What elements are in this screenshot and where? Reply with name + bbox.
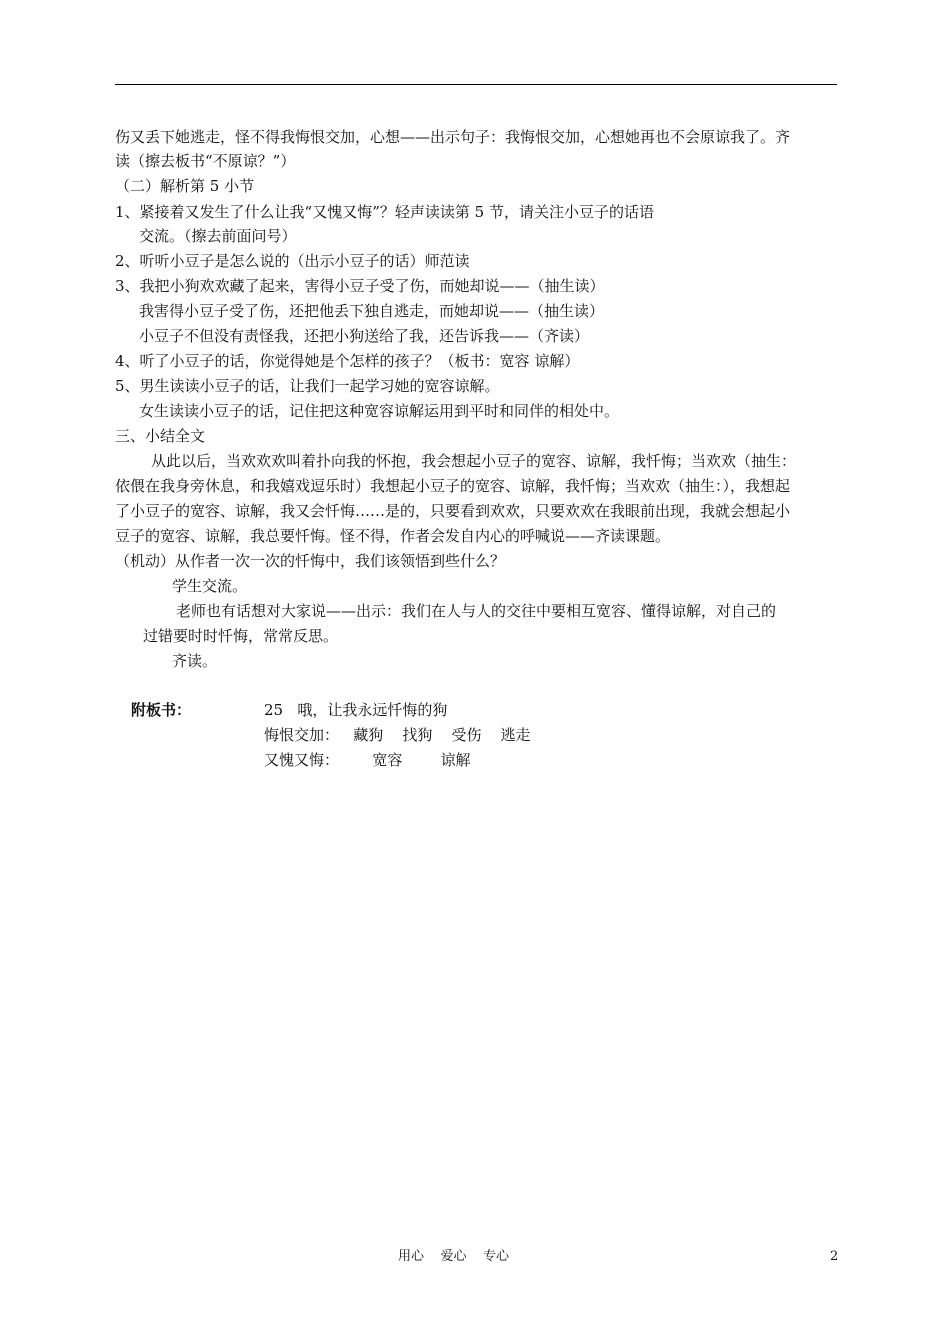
paragraph-line: 豆子的宽容、谅解，我总要忏悔。怪不得，作者会发自内心的呼喊说——齐读课题。 — [115, 527, 671, 545]
paragraph-line: 依偎在我身旁休息，和我嬉戏逗乐时）我想起小豆子的宽容、谅解，我忏悔；当欢欢（抽生：），我想起 — [115, 477, 791, 495]
paragraph-line: 1、紧接着又发生了什么让我“又愧又悔”？轻声读读第 5 节，请关注小豆子的话语 — [115, 203, 654, 221]
section-heading: （二）解析第 5 小节 — [115, 177, 255, 195]
paragraph-line: 小豆子不但没有责怪我，还把小狗送给了我，还告诉我——（齐读） — [139, 327, 590, 345]
paragraph-line: 5、男生读读小豆子的话，让我们一起学习她的宽容谅解。 — [115, 377, 500, 395]
paragraph-line: 女生读读小豆子的话，记住把这种宽容谅解运用到平时和同伴的相处中。 — [139, 402, 620, 420]
board-row: 悔恨交加： 藏狗 找狗 受伤 逃走 — [264, 726, 531, 744]
paragraph-line: 2、听听小豆子是怎么说的（出示小豆子的话）师范读 — [115, 252, 470, 270]
paragraph-line: 4、听了小豆子的话，你觉得她是个怎样的孩子？（板书：宽容 谅解） — [115, 352, 580, 370]
paragraph-line: 伤又丢下她逃走，怪不得我悔恨交加，心想——出示句子：我悔恨交加，心想她再也不会原谅我了。齐 — [115, 128, 791, 146]
paragraph-line: 老师也有话想对大家说——出示：我们在人与人的交往中要相互宽容、懂得谅解，对自己的 — [176, 602, 777, 620]
paragraph-line: 我害得小豆子受了伤，还把他丢下独自逃走，而她却说——（抽生读） — [139, 302, 605, 320]
paragraph-line: （机动）从作者一次一次的忏悔中，我们该领悟到些什么？ — [115, 552, 506, 570]
paragraph-line: 齐读。 — [172, 652, 218, 670]
paragraph-line: 从此以后，当欢欢欢叫着扑向我的怀抱，我会想起小豆子的宽容、谅解，我忏悔；当欢欢（抽生： — [151, 452, 797, 470]
board-label: 附板书： — [131, 701, 192, 719]
paragraph-line: 过错要时时忏悔，常常反思。 — [143, 627, 339, 645]
board-row: 又愧又悔： 宽容 谅解 — [264, 751, 471, 769]
board-title: 25 哦，让我永远忏悔的狗 — [264, 701, 448, 719]
paragraph-line: 交流。（擦去前面问号） — [139, 227, 297, 245]
paragraph-line: 了小豆子的宽容、谅解，我又会忏悔……是的，只要看到欢欢，只要欢欢在我眼前出现，我就会想起小 — [115, 502, 791, 520]
header-rule — [115, 84, 837, 85]
paragraph-line: 3、我把小狗欢欢藏了起来，害得小豆子受了伤，而她却说——（抽生读） — [115, 277, 605, 295]
paragraph-line: 读（擦去板书“不原谅？”） — [115, 152, 296, 170]
section-heading: 三、小结全文 — [115, 427, 206, 445]
paragraph-line: 学生交流。 — [172, 577, 248, 595]
page-number: 2 — [830, 1249, 839, 1264]
footer-motto: 用心 爱心 专心 — [398, 1249, 510, 1264]
